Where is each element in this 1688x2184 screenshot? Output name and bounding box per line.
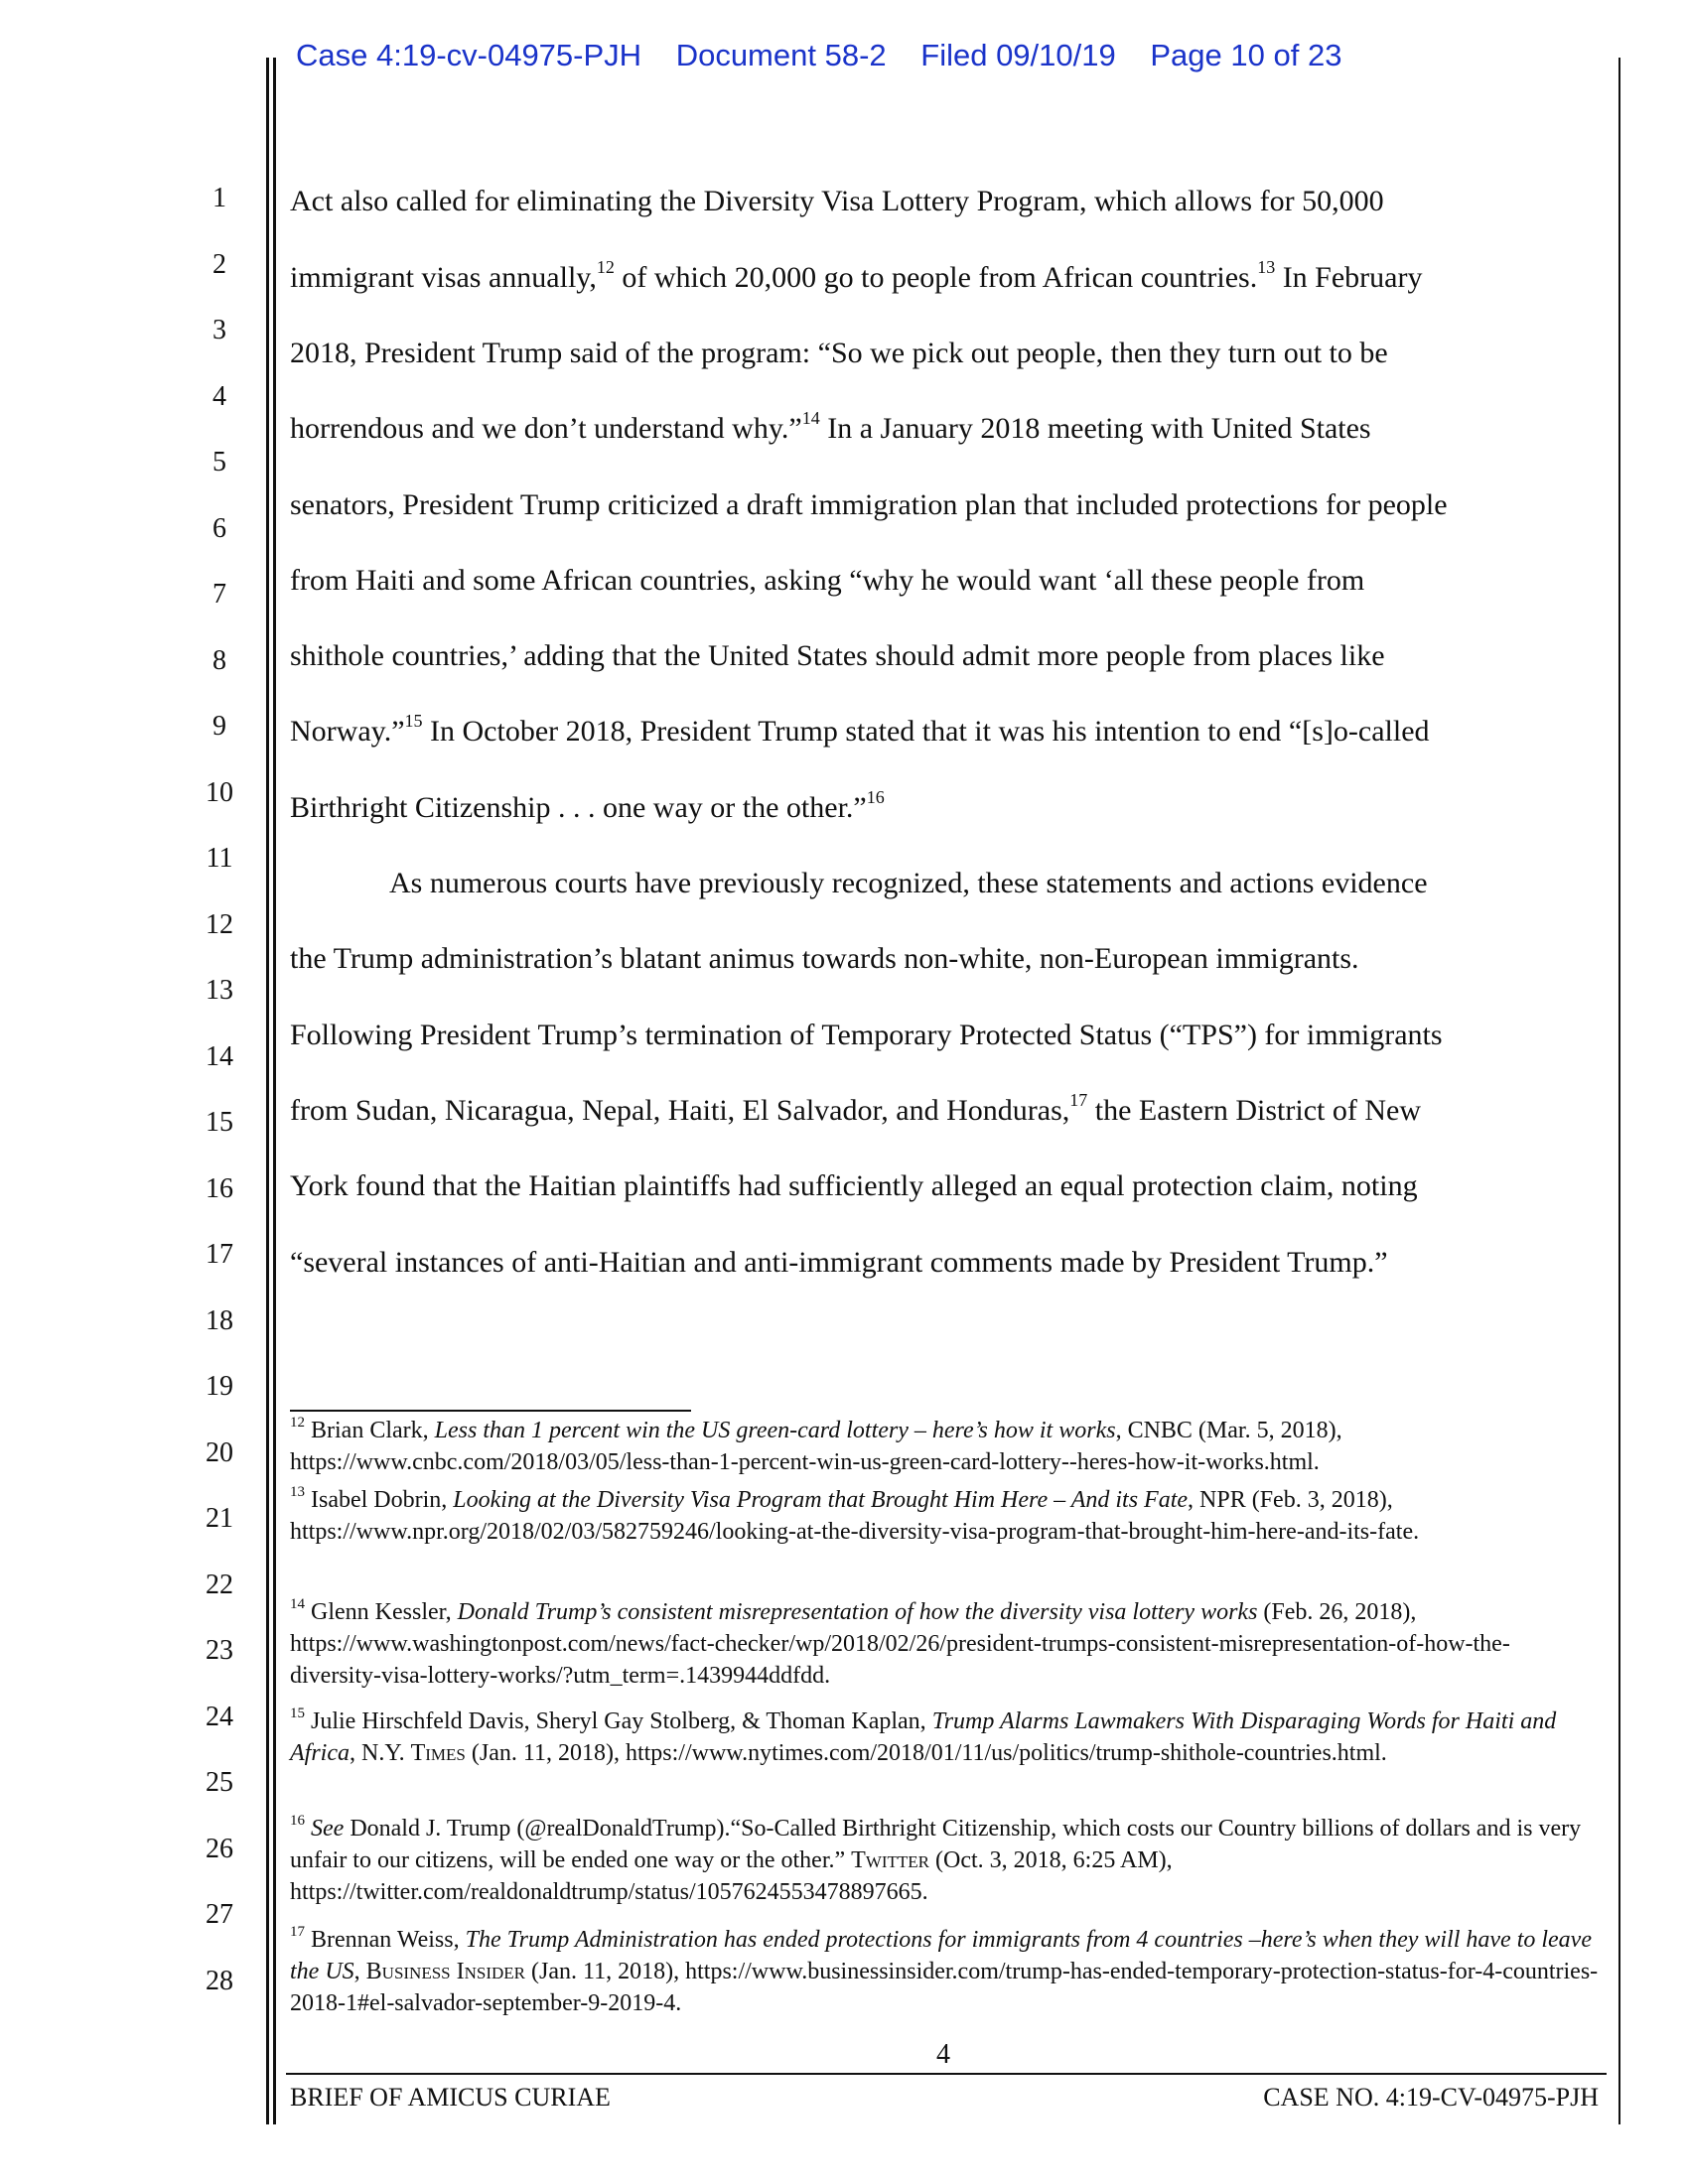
line-number: 10 [206,777,233,808]
footer-rule [286,2073,1607,2075]
line-number: 23 [206,1635,233,1666]
page-indicator: Page 10 of 23 [1150,38,1342,72]
line-number: 5 [212,447,226,478]
footer-case-number: CASE NO. 4:19-CV-04975-PJH [1263,2083,1599,2112]
body-line: the Trump administration’s blatant animus towards non-white, non-European immigrants. [290,942,1359,975]
line-number: 3 [212,315,226,345]
body-line: Act also called for eliminating the Diversity Visa Lottery Program, which allows for 50,000 [290,185,1384,217]
footer-title: BRIEF OF AMICUS CURIAE [290,2083,611,2112]
line-number: 11 [206,843,233,874]
line-number: 16 [206,1173,233,1204]
line-number: 18 [206,1305,233,1336]
left-margin-rule-inner [273,58,276,2124]
footnote-13: $^{13}$ Isabel Dobrin, Looking at the Diversity Visa Program that Brought Him Here – And its Fate, NPR (Feb. 3, 2018), https://www.npr.org/2018/02/03/582759246/looking-at-the-diversity-visa-program-that-brought-him-here-and-its-fate. [290,1484,1420,1545]
line-number: 9 [212,711,226,742]
footnote-17: $^{17}$ Brennan Weiss, The Trump Administration has ended protections for immigrants from 4 countries –here’s when they will have to leave the US, Business Insider (Jan. 11, 2018), https://www.businessinsider.com/trump-has-ended-temporary-protection-status-for-4-countries-2018-1#el-salvador-september-9-2019-4. [290,1924,1599,2016]
footnote-ref: 15 [404,711,423,731]
line-number: 27 [206,1899,233,1930]
body-line: from Haiti and some African countries, asking “why he would want ‘all these people from [290,564,1365,597]
line-number: 6 [212,513,226,544]
line-number: 8 [212,645,226,676]
body-line: 2018, President Trump said of the program: “So we pick out people, then they turn out to be [290,337,1388,369]
body-line: Birthright Citizenship . . . one way or the other.”$^{16}$ [290,787,885,824]
body-line: horrendous and we don’t understand why.”$^{14}$ In a January 2018 meeting with United States [290,408,1371,445]
filed-date: Filed 09/10/19 [920,38,1116,72]
body-line: from Sudan, Nicaragua, Nepal, Haiti, El Salvador, and Honduras,$^{17}$ the Eastern District of New [290,1090,1421,1127]
body-line: immigrant visas annually,$^{12}$ of which 20,000 go to people from African countries.$^{13}$ In February [290,257,1423,294]
footnote-ref: 14 [801,408,820,428]
page-number: 4 [936,2039,950,2070]
footnote-15: $^{15}$ Julie Hirschfeld Davis, Sheryl Gay Stolberg, & Thoman Kaplan, Trump Alarms Lawmakers With Disparaging Words for Haiti and Africa, N.Y. Times (Jan. 11, 2018), https://www.nytimes.com/2018/01/11/us/politics/trump-shithole-countries.html. [290,1706,1557,1766]
footnote-ref: 17 [1069,1090,1088,1110]
line-number: 15 [206,1107,233,1138]
line-number: 2 [212,249,226,280]
footnote-ref: 13 [1257,257,1276,277]
line-number: 22 [206,1570,233,1600]
body-line: York found that the Haitian plaintiffs had sufficiently alleged an equal protection claim, noting [290,1169,1418,1202]
footnote-separator [290,1410,691,1412]
line-number: 17 [206,1239,233,1270]
line-number: 12 [206,909,233,940]
line-number: 4 [212,381,226,412]
line-number: 19 [206,1371,233,1402]
footnote-ref: 12 [596,257,615,277]
line-number: 21 [206,1503,233,1534]
line-number: 7 [212,579,226,610]
body-line: Norway.”$^{15}$ In October 2018, President Trump stated that it was his intention to end “[s]o-called [290,711,1430,748]
body-line: As numerous courts have previously recognized, these statements and actions evidence [389,867,1428,899]
body-line: “several instances of anti-Haitian and anti-immigrant comments made by President Trump.” [290,1246,1388,1279]
filing-header [296,38,1367,73]
footnote-16: $^{16}$ See Donald J. Trump (@realDonaldTrump).“So-Called Birthright Citizenship, which costs our Country billions of dollars and is very unfair to our citizens, will be ended one way or the other.” Twitter (Oct. 3, 2018, 6:25 AM), https://twitter.com/realdonaldtrump/status/1057624553478897665. [290,1813,1582,1905]
footnote-14: $^{14}$ Glenn Kessler, Donald Trump’s consistent misrepresentation of how the diversity visa lottery works (Feb. 26, 2018), https://www.washingtonpost.com/news/fact-checker/wp/2018/02/26/president-trumps-consistent-misrepresentation-of-how-the-diversity-visa-lottery-works/?utm_term=.1439944ddfdd. [290,1596,1510,1689]
body-line: shithole countries,’ adding that the United States should admit more people from places like [290,639,1385,672]
case-number: Case 4:19-cv-04975-PJH [296,38,642,72]
footnote-12: $^{12}$ Brian Clark, Less than 1 percent win the US green-card lottery – here’s how it works, CNBC (Mar. 5, 2018), https://www.cnbc.com/2018/03/05/less-than-1-percent-win-us-green-card-lottery--heres-how-it-works.html. [290,1415,1342,1475]
line-number: 25 [206,1767,233,1798]
line-number: 26 [206,1834,233,1864]
line-number: 20 [206,1437,233,1468]
right-margin-rule [1618,58,1620,2124]
footnote-ref: 16 [866,787,885,807]
line-number: 1 [212,183,226,213]
line-number: 24 [206,1702,233,1732]
document-number: Document 58-2 [675,38,887,72]
line-number: 14 [206,1041,233,1072]
body-line: Following President Trump’s termination of Temporary Protected Status (“TPS”) for immigrants [290,1019,1443,1051]
left-margin-rule [266,58,269,2124]
line-number: 13 [206,975,233,1006]
body-line: senators, President Trump criticized a draft immigration plan that included protections for people [290,488,1448,521]
line-number: 28 [206,1966,233,1996]
